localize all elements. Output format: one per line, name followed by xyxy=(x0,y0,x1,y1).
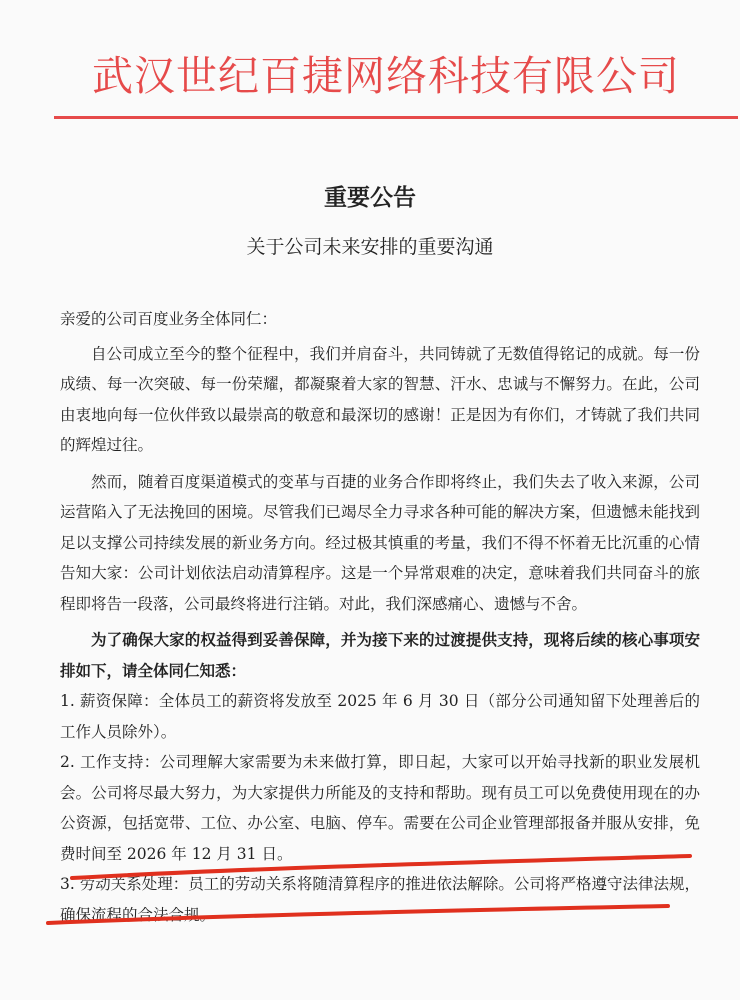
paragraph-gratitude: 自公司成立至今的整个征程中，我们并肩奋斗，共同铸就了无数值得铭记的成就。每一份成绩、每一次突破、每一份荣耀，都凝聚着大家的智慧、汗水、忠诚与不懈努力。在此，公司由衷地向每一位伙伴致以最崇高的敬意和最深切的感谢！正是因为有你们，才铸就了我们共同的辉煌过往。 xyxy=(60,344,700,454)
letterhead xyxy=(0,0,740,125)
paragraph-arrangements: 为了确保大家的权益得到妥善保障，并为接下来的过渡提供支持，现将后续的核心事项安排如下，请全体同仁知悉： xyxy=(60,630,700,680)
item-work-support: 2. 工作支持：公司理解大家需要为未来做打算，即日起，大家可以开始寻找新的职业发展机会。公司将尽最大努力，为大家提供力所能及的支持和帮助。现有员工可以免费使用现在的办公资源，包括宽带、工位、办公室、电脑、停车。需要在公司企业管理部报备并服从安排，免费时间至 2026 年 12 月 31 日。 xyxy=(60,753,700,863)
item-salary: 1. 薪资保障：全体员工的薪资将发放至 2025 年 6 月 30 日（部分公司通知留下处理善后的工作人员除外）。 xyxy=(60,692,700,741)
letterhead-divider xyxy=(54,116,738,119)
company-name: 武汉世纪百捷网络科技有限公司 xyxy=(92,52,680,100)
notice-body xyxy=(60,304,700,930)
paragraph-liquidation: 然而，随着百度渠道模式的变革与百捷的业务合作即将终止，我们失去了收入来源，公司运营陷入了无法挽回的困境。尽管我们已竭尽全力寻求各种可能的解决方案，但遗憾未能找到足以支撑公司持续发展的新业务方向。经过极其慎重的考量，我们不得不怀着无比沉重的心情告知大家：公司计划依法启动清算程序。这是一个异常艰难的决定，意味着我们共同奋斗的旅程即将告一段落，公司最终将进行注销。对此，我们深感痛心、遗憾与不舍。 xyxy=(60,472,700,613)
greeting: 亲爱的公司百度业务全体同仁： xyxy=(60,310,278,328)
item-labor-relations: 3. 劳动关系处理：员工的劳动关系将随清算程序的推进依法解除。公司将严格遵守法律法规，确保流程的合法合规。 xyxy=(60,875,700,924)
notice-subtitle: 关于公司未来安排的重要沟通 xyxy=(246,236,494,258)
notice-title: 重要公告 xyxy=(324,185,416,211)
